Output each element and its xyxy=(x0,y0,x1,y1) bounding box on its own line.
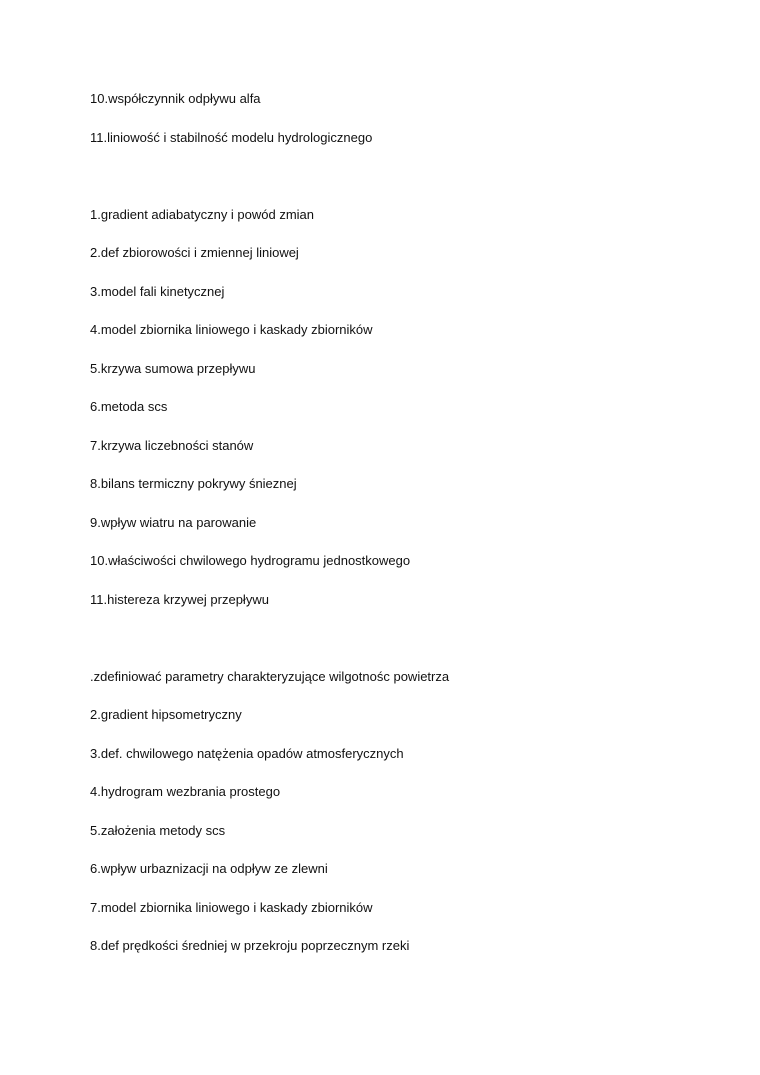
question-item: 11.liniowość i stabilność modelu hydrologicznego xyxy=(90,130,373,145)
question-item: 7.krzywa liczebności stanów xyxy=(90,438,254,453)
question-item: 4.model zbiornika liniowego i kaskady zbiorników xyxy=(90,322,373,337)
question-item: .zdefiniować parametry charakteryzujące wilgotnośc powietrza xyxy=(90,669,450,684)
question-item: 11.histereza krzywej przepływu xyxy=(90,592,269,607)
question-item: 6.wpływ urbaznizacji na odpływ ze zlewni xyxy=(90,861,328,876)
question-item: 8.def prędkości średniej w przekroju poprzecznym rzeki xyxy=(90,938,410,953)
question-item: 8.bilans termiczny pokrywy śnieznej xyxy=(90,476,297,491)
question-item: 2.gradient hipsometryczny xyxy=(90,707,242,722)
question-item: 7.model zbiornika liniowego i kaskady zbiorników xyxy=(90,900,373,915)
question-item: 3.def. chwilowego natężenia opadów atmosferycznych xyxy=(90,746,404,761)
question-item: 3.model fali kinetycznej xyxy=(90,284,225,299)
question-item: 9.wpływ wiatru na parowanie xyxy=(90,515,257,530)
question-item: 6.metoda scs xyxy=(90,399,168,414)
question-item: 10.właściwości chwilowego hydrogramu jednostkowego xyxy=(90,553,411,568)
question-item: 1.gradient adiabatyczny i powód zmian xyxy=(90,207,315,222)
question-item: 5.założenia metody scs xyxy=(90,823,226,838)
question-item: 10.współczynnik odpływu alfa xyxy=(90,91,261,106)
question-item: 2.def zbiorowości i zmiennej liniowej xyxy=(90,245,299,260)
question-item: 5.krzywa sumowa przepływu xyxy=(90,361,256,376)
question-item: 4.hydrogram wezbrania prostego xyxy=(90,784,281,799)
